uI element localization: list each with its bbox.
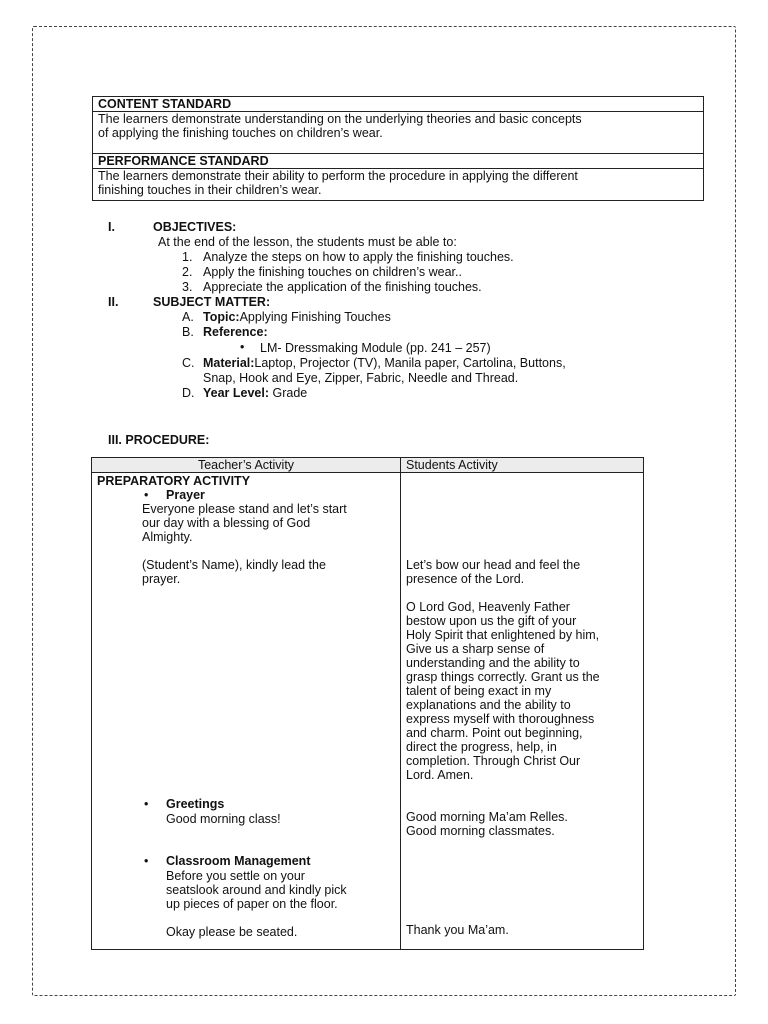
text-line: Give us a sharp sense of bbox=[406, 642, 545, 656]
text-line: prayer. bbox=[142, 572, 181, 586]
text-line: seatslook around and kindly pick bbox=[166, 883, 347, 897]
objectives-numeral: I. bbox=[108, 220, 115, 234]
text-line: Good morning Ma’am Relles. bbox=[406, 810, 568, 824]
text-line: talent of being exact in my bbox=[406, 684, 552, 698]
objective-number: 3. bbox=[182, 280, 193, 294]
classroom-management-seated: Okay please be seated. bbox=[166, 925, 298, 939]
text-line: our day with a blessing of God bbox=[142, 516, 311, 530]
reference-item: LM- Dressmaking Module (pp. 241 – 257) bbox=[260, 341, 491, 355]
topic-value: Applying Finishing Touches bbox=[239, 310, 391, 324]
content-standard-line: The learners demonstrate understanding on the underlying theories and basic concepts bbox=[98, 112, 582, 126]
bullet-icon bbox=[144, 854, 148, 868]
text-line: express myself with thoroughness bbox=[406, 712, 595, 726]
year-level-value: Grade bbox=[272, 386, 308, 400]
text-line: Let’s bow our head and feel the bbox=[406, 558, 581, 572]
text-line: up pieces of paper on the floor. bbox=[166, 897, 338, 911]
objective-item: Apply the finishing touches on children’s wear.. bbox=[203, 265, 462, 279]
greetings-teacher: Good morning class! bbox=[166, 812, 281, 826]
objective-number: 1. bbox=[182, 250, 193, 264]
material-letter: C. bbox=[182, 356, 195, 370]
text-line: explanations and the ability to bbox=[406, 698, 571, 712]
performance-standard-line: The learners demonstrate their ability to perform the procedure in applying the different bbox=[98, 169, 578, 183]
students-activity-header: Students Activity bbox=[401, 458, 644, 473]
section-title: PREPARATORY ACTIVITY bbox=[97, 474, 251, 488]
prayer-title: Prayer bbox=[166, 488, 205, 502]
reference-label: Reference: bbox=[203, 325, 268, 339]
standards-table bbox=[92, 96, 704, 201]
content-standard-text bbox=[93, 112, 704, 154]
classroom-management-title: Classroom Management bbox=[166, 854, 311, 868]
text-line: understanding and the ability to bbox=[406, 656, 580, 670]
objective-number: 2. bbox=[182, 265, 193, 279]
text-line: Holy Spirit that enlightened by him, bbox=[406, 628, 600, 642]
prayer-instruction bbox=[142, 502, 393, 544]
material-line-2: Snap, Hook and Eye, Zipper, Fabric, Needle and Thread. bbox=[203, 371, 519, 385]
subject-matter-heading: SUBJECT MATTER: bbox=[153, 295, 271, 309]
year-level-line bbox=[203, 386, 307, 401]
prayer-request bbox=[142, 558, 393, 586]
text-line: and charm. Point out beginning, bbox=[406, 726, 583, 740]
teacher-activity-header: Teacher’s Activity bbox=[92, 458, 401, 473]
material-value: Laptop, Projector (TV), Manila paper, Cartolina, Buttons, bbox=[254, 356, 566, 370]
procedure-heading: III. PROCEDURE: bbox=[108, 433, 210, 447]
text-line: Good morning classmates. bbox=[406, 824, 555, 838]
objective-item: Appreciate the application of the finishing touches. bbox=[203, 280, 482, 294]
material-line bbox=[203, 356, 566, 371]
text-line: Before you settle on your bbox=[166, 869, 305, 883]
material-label: Material: bbox=[203, 356, 255, 370]
text-line: O Lord God, Heavenly Father bbox=[406, 600, 570, 614]
content-standard-heading: CONTENT STANDARD bbox=[93, 97, 704, 112]
teacher-activity-cell bbox=[92, 473, 401, 950]
text-line: Almighty. bbox=[142, 530, 193, 544]
classroom-management-instruction bbox=[166, 869, 393, 911]
text-line: grasp things correctly. Grant us the bbox=[406, 670, 600, 684]
performance-standard-heading: PERFORMANCE STANDARD bbox=[93, 154, 704, 169]
text-line: (Student’s Name), kindly lead the bbox=[142, 558, 326, 572]
student-greeting-response bbox=[406, 810, 636, 838]
text-line: Everyone please stand and let’s start bbox=[142, 502, 347, 516]
procedure-table bbox=[91, 457, 644, 950]
student-thank-you: Thank you Ma’am. bbox=[406, 923, 509, 937]
text-line: completion. Through Christ Our bbox=[406, 754, 581, 768]
objectives-heading: OBJECTIVES: bbox=[153, 220, 237, 234]
bullet-icon bbox=[240, 340, 244, 355]
reference-letter: B. bbox=[182, 325, 194, 339]
text-line: direct the progress, help, in bbox=[406, 740, 557, 754]
topic-letter: A. bbox=[182, 310, 194, 324]
subject-matter-numeral: II. bbox=[108, 295, 119, 309]
bullet-icon bbox=[144, 797, 148, 811]
prayer-text bbox=[406, 600, 636, 782]
text-line: Lord. Amen. bbox=[406, 768, 474, 782]
year-level-letter: D. bbox=[182, 386, 195, 400]
text-line: presence of the Lord. bbox=[406, 572, 525, 586]
text-line: bestow upon us the gift of your bbox=[406, 614, 577, 628]
year-level-label: Year Level: bbox=[203, 386, 270, 400]
content-standard-line: of applying the finishing touches on children’s wear. bbox=[98, 126, 383, 140]
student-prayer-response bbox=[406, 558, 636, 586]
topic-line bbox=[203, 310, 391, 325]
objective-item: Analyze the steps on how to apply the finishing touches. bbox=[203, 250, 514, 264]
performance-standard-text bbox=[93, 169, 704, 201]
students-activity-cell bbox=[401, 473, 644, 950]
objectives-intro: At the end of the lesson, the students must be able to: bbox=[158, 235, 457, 249]
bullet-icon bbox=[144, 488, 148, 502]
performance-standard-line: finishing touches in their children’s wear. bbox=[98, 183, 322, 197]
greetings-title: Greetings bbox=[166, 797, 225, 811]
topic-label: Topic: bbox=[203, 310, 240, 324]
